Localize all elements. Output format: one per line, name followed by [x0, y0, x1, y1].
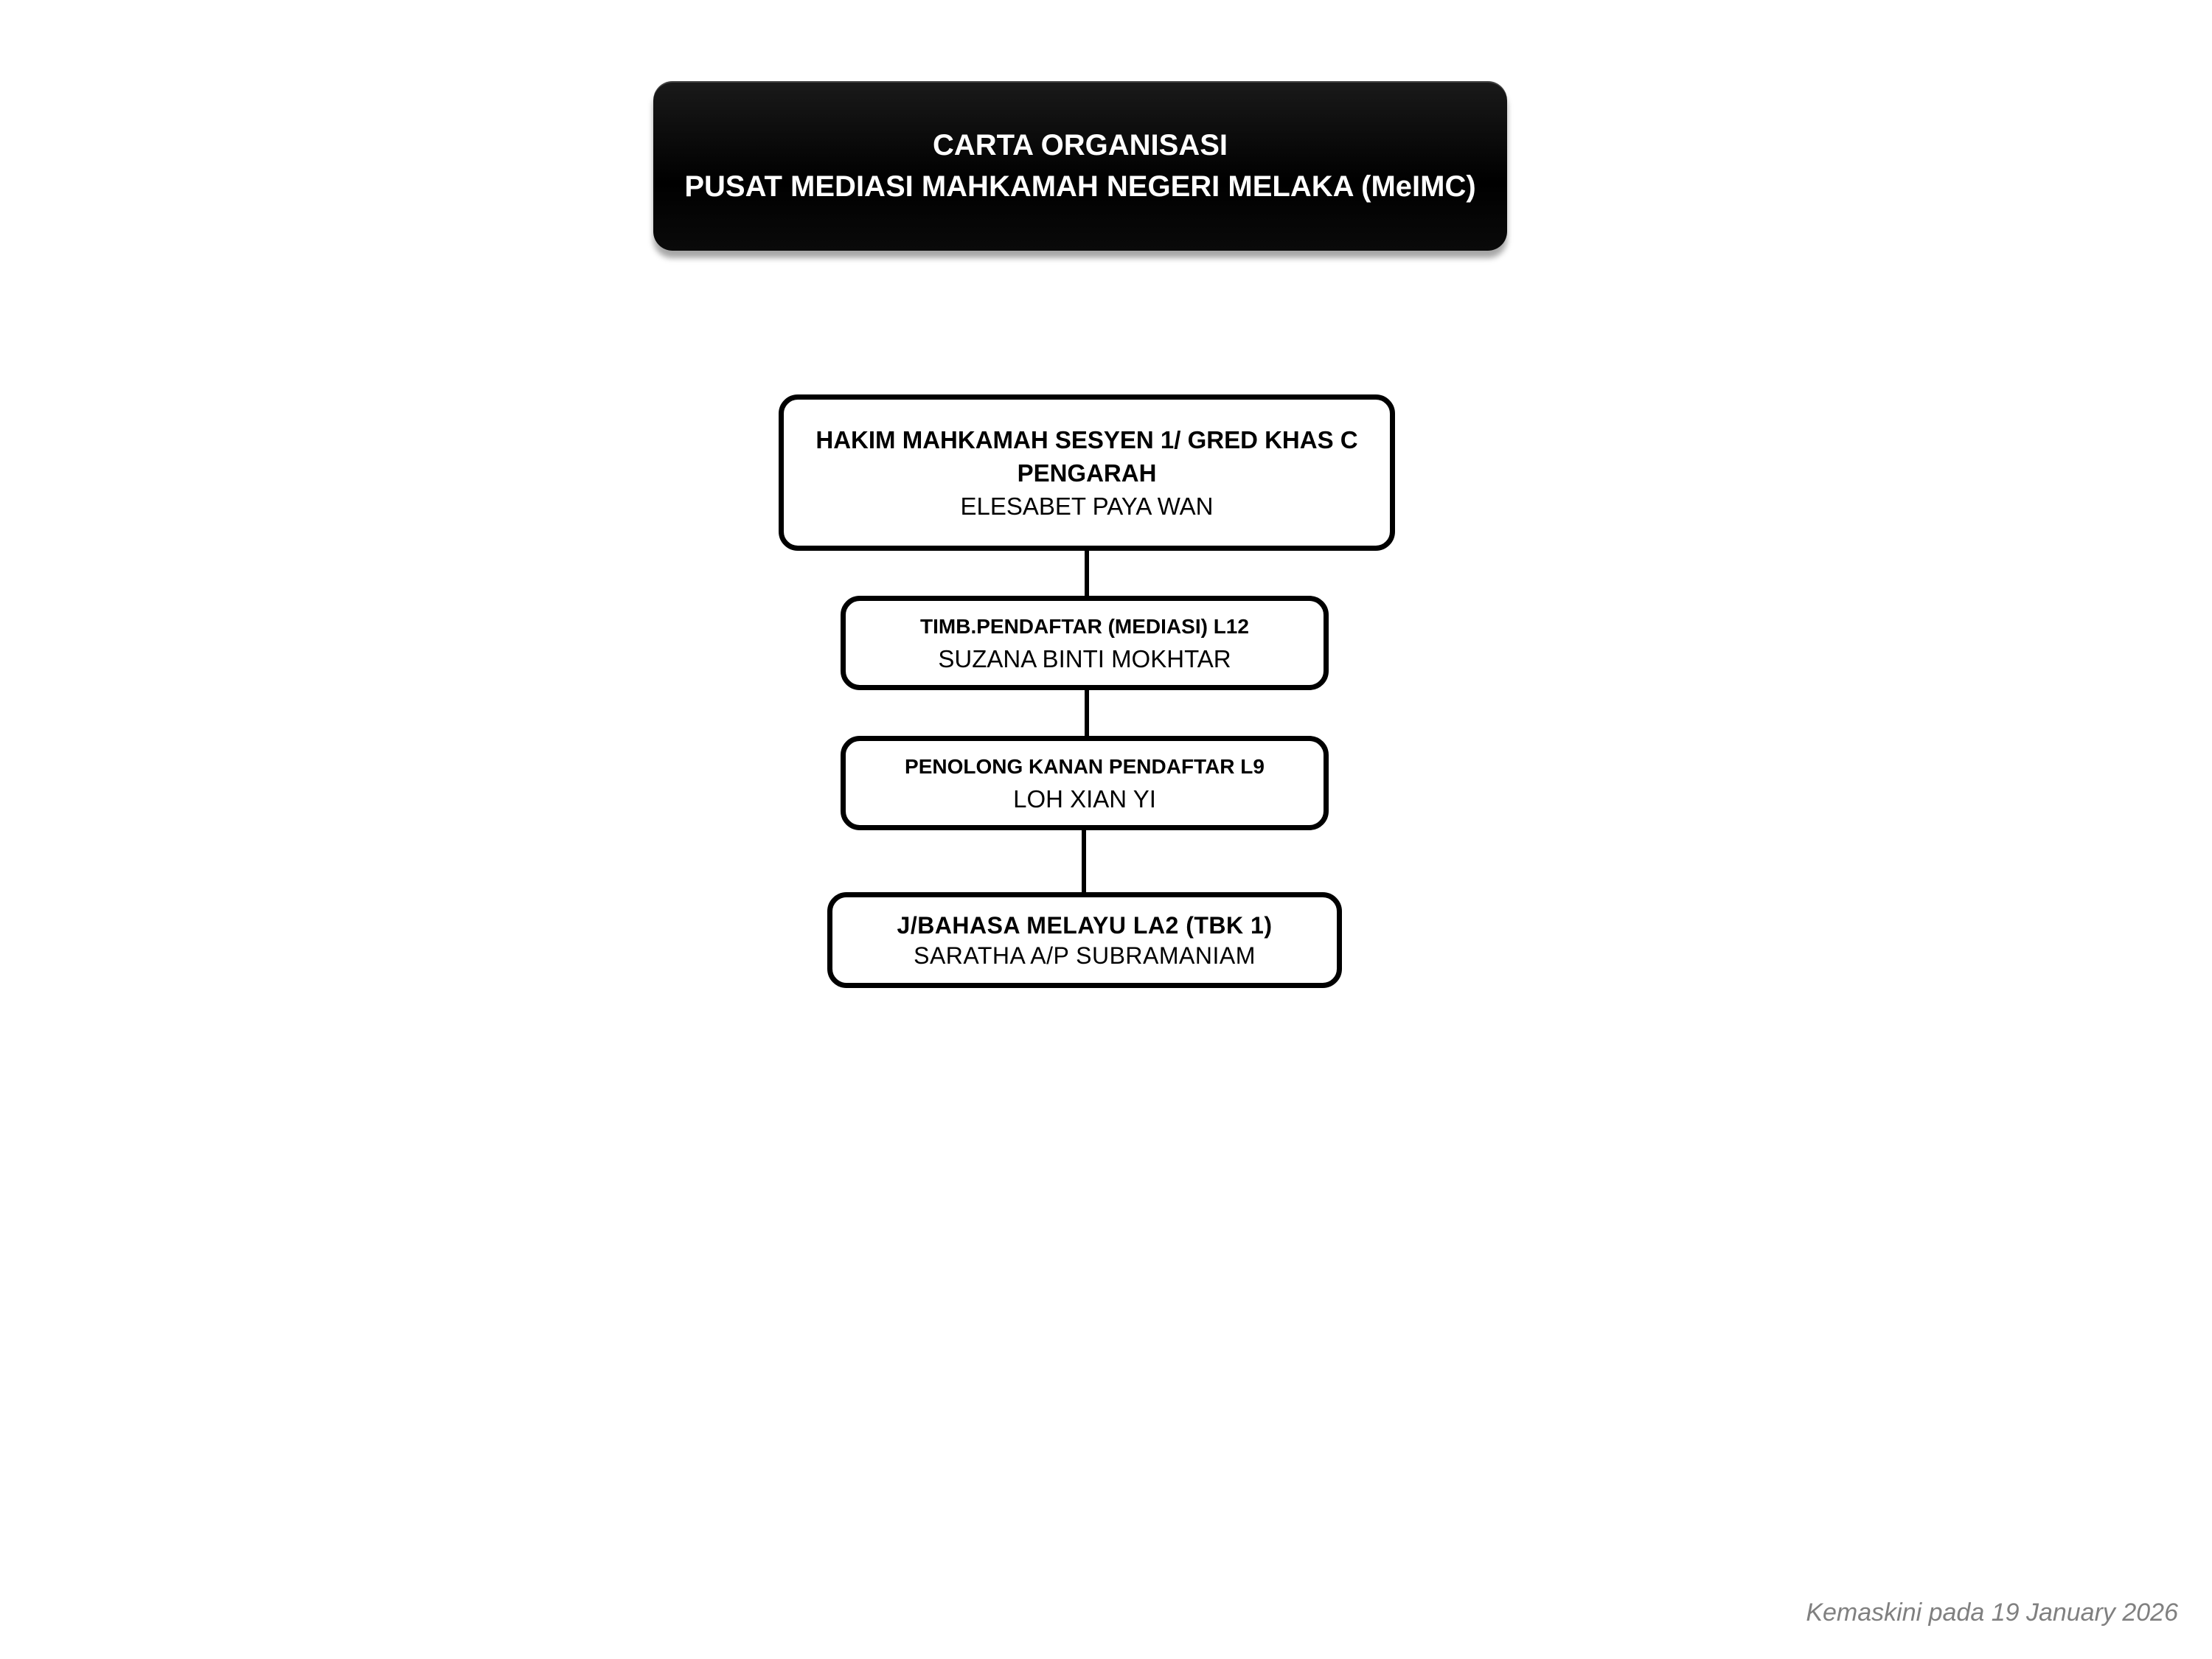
deputy-registrar-name: SUZANA BINTI MOKHTAR: [938, 644, 1231, 672]
senior-assistant-registrar-name: LOH XIAN YI: [1013, 785, 1156, 813]
org-node-senior-assistant-registrar: [841, 736, 1329, 830]
org-node-malay-translator: [827, 892, 1342, 988]
chart-title-banner: [653, 81, 1507, 251]
org-node-deputy-registrar: [841, 596, 1329, 690]
deputy-registrar-role: TIMB.PENDAFTAR (MEDIASI) L12: [920, 614, 1249, 638]
last-updated-note: Kemaskini pada 19 January 2026: [1806, 1599, 2178, 1627]
director-role: HAKIM MAHKAMAH SESYEN 1/ GRED KHAS C: [815, 425, 1358, 453]
connector-deputy-to-assistant: [1085, 690, 1089, 736]
connector-director-to-deputy: [1085, 551, 1089, 596]
chart-title-line-2: PUSAT MEDIASI MAHKAMAH NEGERI MELAKA (MeIMC): [684, 170, 1476, 203]
malay-translator-name: SARATHA A/P SUBRAMANIAM: [914, 942, 1256, 969]
director-title: PENGARAH: [1017, 459, 1157, 487]
connector-assistant-to-translator: [1082, 830, 1086, 892]
chart-title-line-1: CARTA ORGANISASI: [933, 129, 1228, 161]
senior-assistant-registrar-role: PENOLONG KANAN PENDAFTAR L9: [905, 754, 1265, 778]
malay-translator-role: J/BAHASA MELAYU LA2 (TBK 1): [897, 912, 1273, 939]
org-node-director: [779, 394, 1395, 551]
director-name: ELESABET PAYA WAN: [960, 492, 1214, 520]
